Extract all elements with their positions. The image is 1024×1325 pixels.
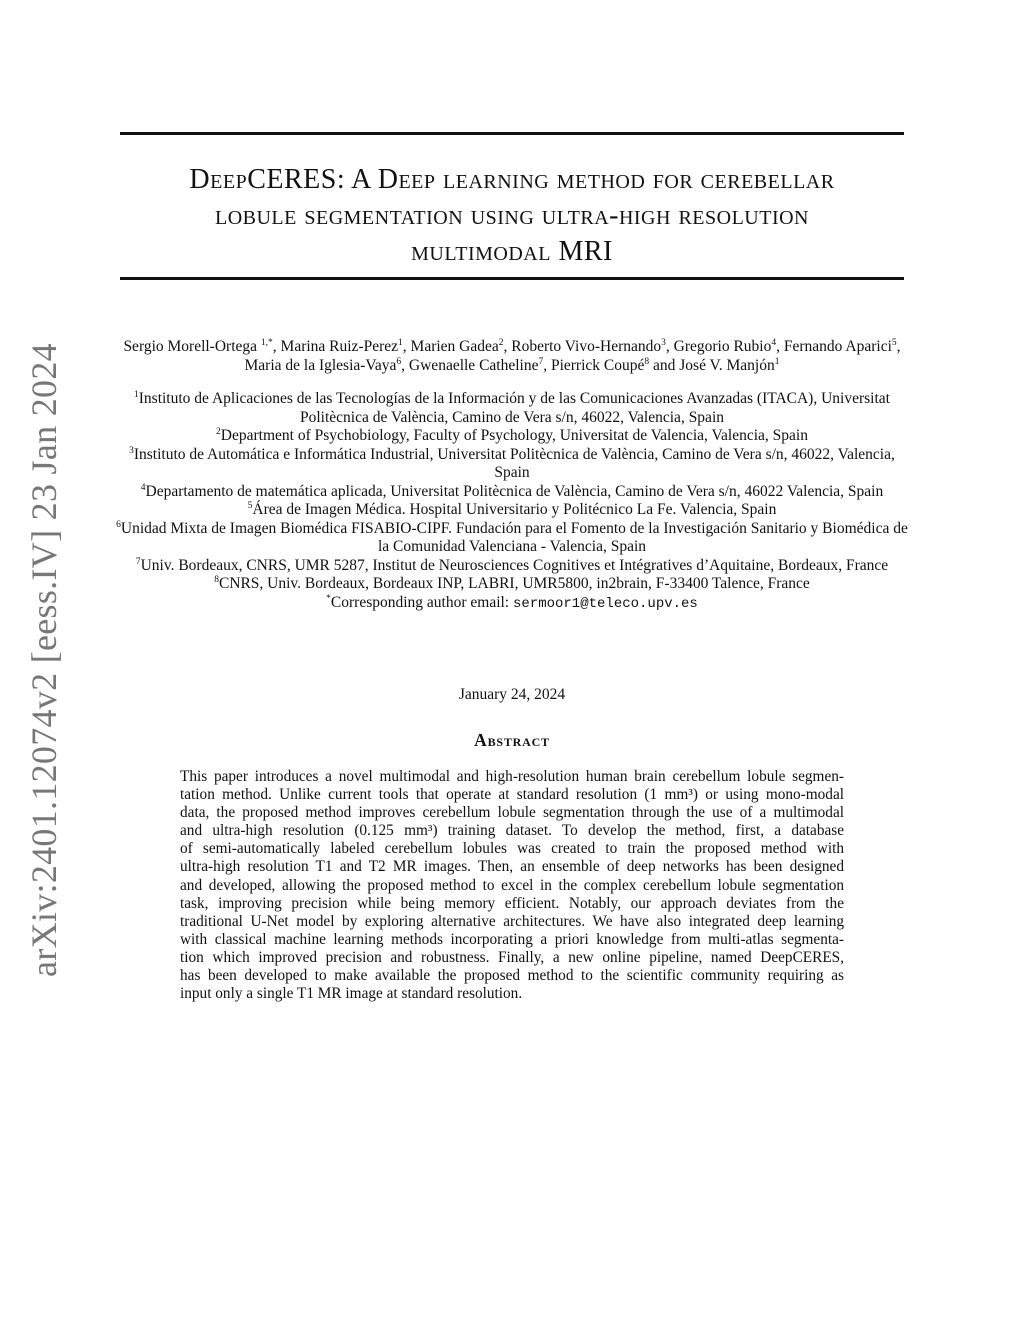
title-line-1: DeepCERES: A Deep learning method for cerebellar	[189, 164, 835, 195]
affiliation-text: Univ. Bordeaux, CNRS, UMR 5287, Institut de Neurosciences Cognitives et Intégratives d’Aquitaine, Bordeaux, France	[140, 556, 889, 574]
title-rule-bottom	[120, 277, 904, 280]
abstract-line: ultra-high resolution T1 and T2 MR images. Then, an ensemble of deep networks has been designed	[180, 858, 844, 876]
author-sup: 3	[661, 337, 666, 348]
affiliation-sup: 4	[140, 482, 146, 493]
author-sup: 2	[498, 337, 504, 348]
corresponding-label: Corresponding author email:	[330, 593, 513, 611]
paper-date: January 24, 2024	[458, 686, 566, 703]
author-sup: 8	[644, 356, 650, 367]
abstract-line: traditional U-Net model by exploring alternative architectures. We have also integrated deep learning	[180, 912, 844, 930]
author-sup: 1	[398, 337, 403, 348]
affiliation-6	[116, 520, 908, 557]
author-name: Sergio Morell-Ortega	[123, 338, 261, 355]
affiliation-text: Instituto de Aplicaciones de las Tecnologías de la Información y de las Comunicaciones Avanzadas (ITACA), Universitat Politècnica de València, Camino de Vera s/n, 46022, Valencia, Spain	[138, 390, 890, 426]
corresponding-email: sermoor1@teleco.upv.es	[513, 595, 698, 612]
author-sup: 1	[774, 356, 780, 367]
abstract-line: tion which improved precision and robustness. Finally, a new online pipeline, named DeepCERES,	[180, 948, 844, 966]
affiliation-2	[116, 427, 908, 446]
affiliation-sup: 5	[247, 500, 253, 511]
abstract-heading: Abstract	[474, 730, 550, 750]
abstract-line: and developed, allowing the proposed method to excel in the complex cerebellum lobule segmentation	[180, 876, 844, 894]
paper-title	[120, 162, 904, 270]
affiliation-1	[116, 390, 908, 427]
affiliation-sup: 1	[134, 389, 139, 400]
affiliation-sup: 6	[116, 519, 121, 530]
affiliation-sup: 2	[216, 426, 221, 437]
author-name: , Gwenaelle Catheline	[401, 357, 539, 374]
author-list	[116, 337, 908, 375]
affiliation-text: Instituto de Automática e Informática Industrial, Universitat Politècnica de València, Camino de Vera s/n, 46022, Valencia, Spain	[133, 445, 895, 481]
corresponding-sup: *	[326, 593, 331, 604]
affiliation-list	[116, 390, 908, 613]
title-rule-top	[120, 132, 904, 135]
affiliation-sup: 3	[129, 445, 134, 456]
abstract-line: of semi-automatically labeled cerebellum lobules was created to train the proposed method with	[180, 840, 844, 858]
abstract-line: This paper introduces a novel multimodal and high-resolution human brain cerebellum lobule segmen-	[180, 768, 844, 785]
author-name: , Fernando Aparici	[776, 338, 892, 355]
author-name: , Pierrick Coupé	[543, 357, 645, 374]
corresponding-author	[116, 594, 908, 614]
affiliation-text: Department of Psychobiology, Faculty of Psychology, Universitat de Valencia, Valencia, Spain	[220, 427, 808, 444]
author-sup: 7	[538, 356, 544, 367]
abstract-line: data, the proposed method improves cerebellum lobule segmentation through the use of a multimodal	[180, 804, 844, 822]
author-name: , Roberto Vivo-Hernando	[503, 338, 662, 355]
author-name: , Marien Gadea	[402, 338, 499, 355]
affiliation-sup: 8	[214, 574, 219, 585]
affiliation-text: Unidad Mixta de Imagen Biomédica FISABIO-CIPF. Fundación para el Fomento de la Investigación Sanitario y Biomédica de la Comunidad Valenciana - Valencia, Spain	[120, 519, 908, 555]
affiliation-8	[116, 575, 908, 594]
affiliation-text: Área de Imagen Médica. Hospital Universitario y Politécnico La Fe. Valencia, Spain	[252, 501, 777, 518]
title-line-2: lobule segmentation using ultra-high resolution	[214, 200, 809, 231]
author-sup: 1,*	[260, 337, 273, 348]
abstract-line: input only a single T1 MR image at standard resolution.	[180, 985, 523, 1003]
author-name: , Maria de la Iglesia-Vaya	[244, 338, 901, 374]
affiliation-sup: 7	[135, 556, 141, 567]
author-name: , Gregorio Rubio	[665, 338, 772, 355]
author-sup: 6	[396, 356, 402, 367]
arxiv-stamp: arXiv:2401.12074v2 [eess.IV] 23 Jan 2024	[24, 343, 64, 977]
affiliation-5	[116, 501, 908, 520]
abstract-line: tation method. Unlike current tools that operate at standard resolution (1 mm³) or using mono-modal	[180, 786, 844, 804]
title-line-3: multimodal MRI	[411, 236, 613, 267]
affiliation-4	[116, 483, 908, 502]
author-sup: 4	[771, 337, 777, 348]
abstract-line: and ultra-high resolution (0.125 mm³) training dataset. To develop the method, first, a database	[180, 822, 844, 840]
author-sup: 5	[891, 337, 897, 348]
author-name: and José V. Manjón	[649, 357, 775, 374]
affiliation-7	[116, 557, 908, 576]
abstract-body	[180, 768, 844, 1003]
abstract-line: has been developed to make available the proposed method to the scientific community requiring as	[180, 967, 844, 985]
abstract-line: task, improving precision while being memory efficient. Notably, our approach deviates from the	[180, 894, 844, 912]
author-name: , Marina Ruiz-Perez	[272, 338, 399, 355]
affiliation-3	[116, 446, 908, 483]
abstract-line: with classical machine learning methods incorporating a priori knowledge from multi-atlas segmenta-	[180, 930, 844, 948]
affiliation-text: CNRS, Univ. Bordeaux, Bordeaux INP, LABRI, UMR5800, in2brain, F-33400 Talence, France	[218, 575, 810, 592]
affiliation-text: Departamento de matemática aplicada, Universitat Politècnica de València, Camino de Vera s/n, 46022 Valencia, Spain	[145, 482, 884, 500]
